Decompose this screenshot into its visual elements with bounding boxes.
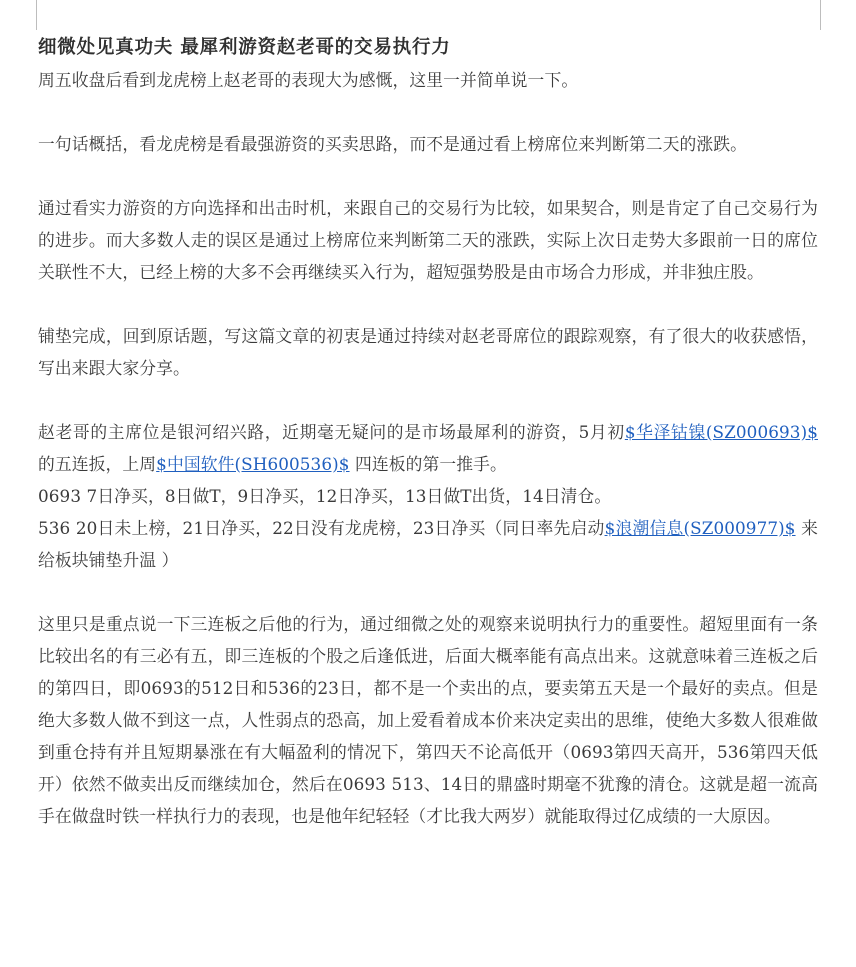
paragraph-summary: 一句话概括，看龙虎榜是看最强游资的买卖思路，而不是通过看上榜席位来判断第二天的涨跌。 — [38, 134, 748, 154]
text-segment: 四连板的第一推手。 — [349, 454, 507, 474]
text-segment: 的五连扳，上周 — [38, 454, 157, 474]
stock-link-zhongguo-ruanjian[interactable]: $中国软件(SH600536)$ — [156, 454, 350, 474]
stock-link-huaze[interactable]: $华泽钴镍(SZ000693)$ — [624, 422, 818, 442]
line-0693-trades: 0693 7日净买，8日做T，9日净买，12日净买，13日做T出货，14日清仓。 — [38, 486, 612, 506]
stock-link-langchao[interactable]: $浪潮信息(SZ000977)$ — [604, 518, 796, 538]
document-page — [38, 32, 818, 832]
paragraph-transition: 铺垫完成，回到原话题，写这篇文章的初衷是通过持续对赵老哥席位的跟踪观察，有了很大的收获感悟，写出来跟大家分享。 — [38, 326, 818, 378]
text-segment: 536 20日未上榜，21日净买，22日没有龙虎榜，23日净买（同日率先启动 — [38, 518, 605, 538]
page-corner-right — [820, 0, 833, 30]
paragraph-intro: 周五收盘后看到龙虎榜上赵老哥的表现大为感慨，这里一并简单说一下。 — [38, 70, 579, 90]
article-title: 细微处见真功夫 最犀利游资赵老哥的交易执行力 — [38, 37, 451, 58]
text-segment: 赵老哥的主席位是银河绍兴路，近期毫无疑问的是市场最犀利的游资，5月初 — [38, 422, 625, 442]
page-corner-left — [24, 0, 37, 30]
paragraph-explanation: 通过看实力游资的方向选择和出击时机，来跟自己的交易行为比较，如果契合，则是肯定了自己交易行为的进步。而大多数人走的误区是通过上榜席位来判断第二天的涨跌，实际上次日走势大多跟前一日的席位关联性不大，已经上榜的大多不会再继续买入行为，超短强势股是由市场合力形成，并非独庄股。 — [38, 198, 818, 282]
text-segment: 来给板块铺垫升温 ） — [38, 518, 818, 570]
paragraph-main-seat — [38, 416, 818, 480]
paragraph-execution: 这里只是重点说一下三连板之后他的行为，通过细微之处的观察来说明执行力的重要性。超短里面有一条比较出名的有三必有五，即三连板的个股之后逢低进，后面大概率能有高点出来。这就意味着三连板之后的第四日，即0693的512日和536的23日，都不是一个卖出的点，要卖第五天是一个最好的卖点。但是绝大多数人做不到这一点，人性弱点的恐高，加上爱看着成本价来决定卖出的思维，使绝大多数人很难做到重仓持有并且短期暴涨在有大幅盈利的情况下，第四天不论高低开（0693第四天高开，536第四天低开）依然不做卖出反而继续加仓，然后在0693 513、14日的鼎盛时期毫不犹豫的清仓。这就是超一流高手在做盘时铁一样执行力的表现，也是他年纪轻轻（才比我大两岁）就能取得过亿成绩的一大原因。 — [38, 614, 818, 826]
line-536-trades — [38, 512, 818, 576]
